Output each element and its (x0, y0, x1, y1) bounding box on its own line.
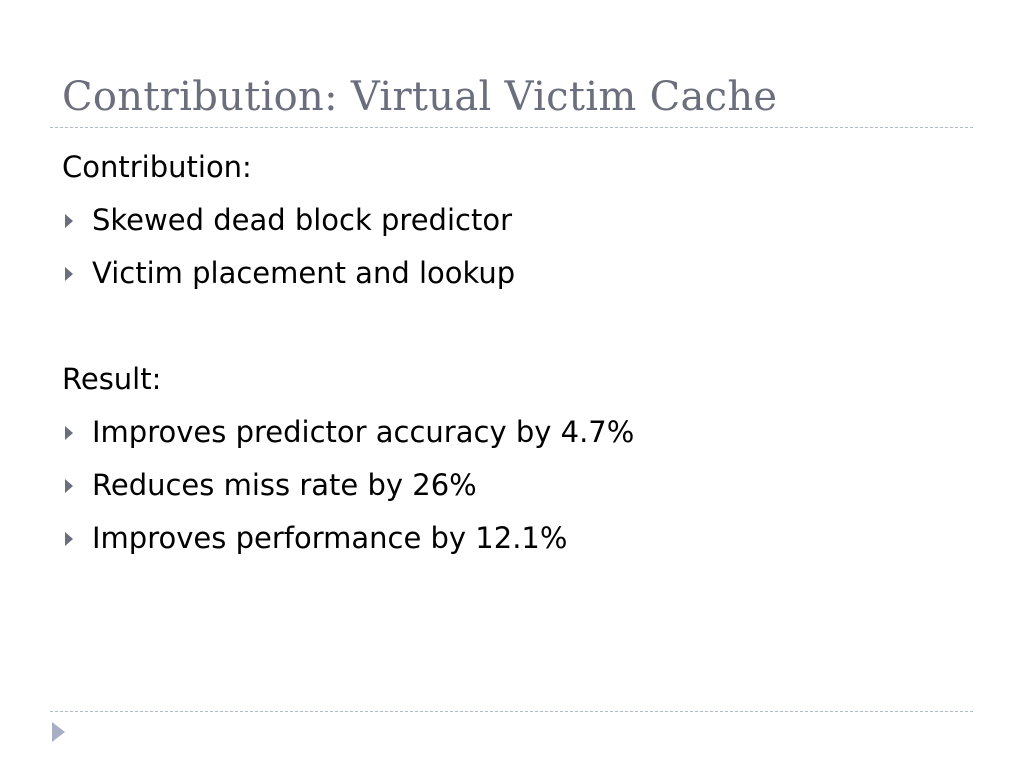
list-item (62, 247, 962, 300)
result-list (62, 406, 962, 565)
list-item (62, 194, 962, 247)
section-heading-contribution: Contribution: (62, 150, 252, 184)
slide-title: Contribution: Virtual Victim Cache (62, 74, 778, 120)
triangle-right-icon (65, 214, 73, 228)
list-item (62, 512, 962, 565)
contribution-list (62, 194, 962, 300)
triangle-right-icon (65, 426, 73, 440)
bullet-text: Improves performance by 12.1% (92, 521, 568, 555)
play-arrow-icon[interactable] (52, 722, 65, 742)
triangle-right-icon (65, 267, 73, 281)
bullet-text: Victim placement and lookup (92, 256, 516, 290)
bullet-text: Skewed dead block predictor (92, 203, 512, 237)
triangle-right-icon (65, 532, 73, 546)
footer-divider (50, 711, 973, 712)
slide-body (62, 141, 962, 565)
section-heading-result: Result: (62, 362, 162, 396)
triangle-right-icon (65, 479, 73, 493)
bullet-text: Improves predictor accuracy by 4.7% (92, 415, 635, 449)
bullet-text: Reduces miss rate by 26% (92, 468, 477, 502)
list-item (62, 459, 962, 512)
list-item (62, 406, 962, 459)
section-spacer (62, 300, 962, 353)
title-divider (50, 127, 973, 128)
